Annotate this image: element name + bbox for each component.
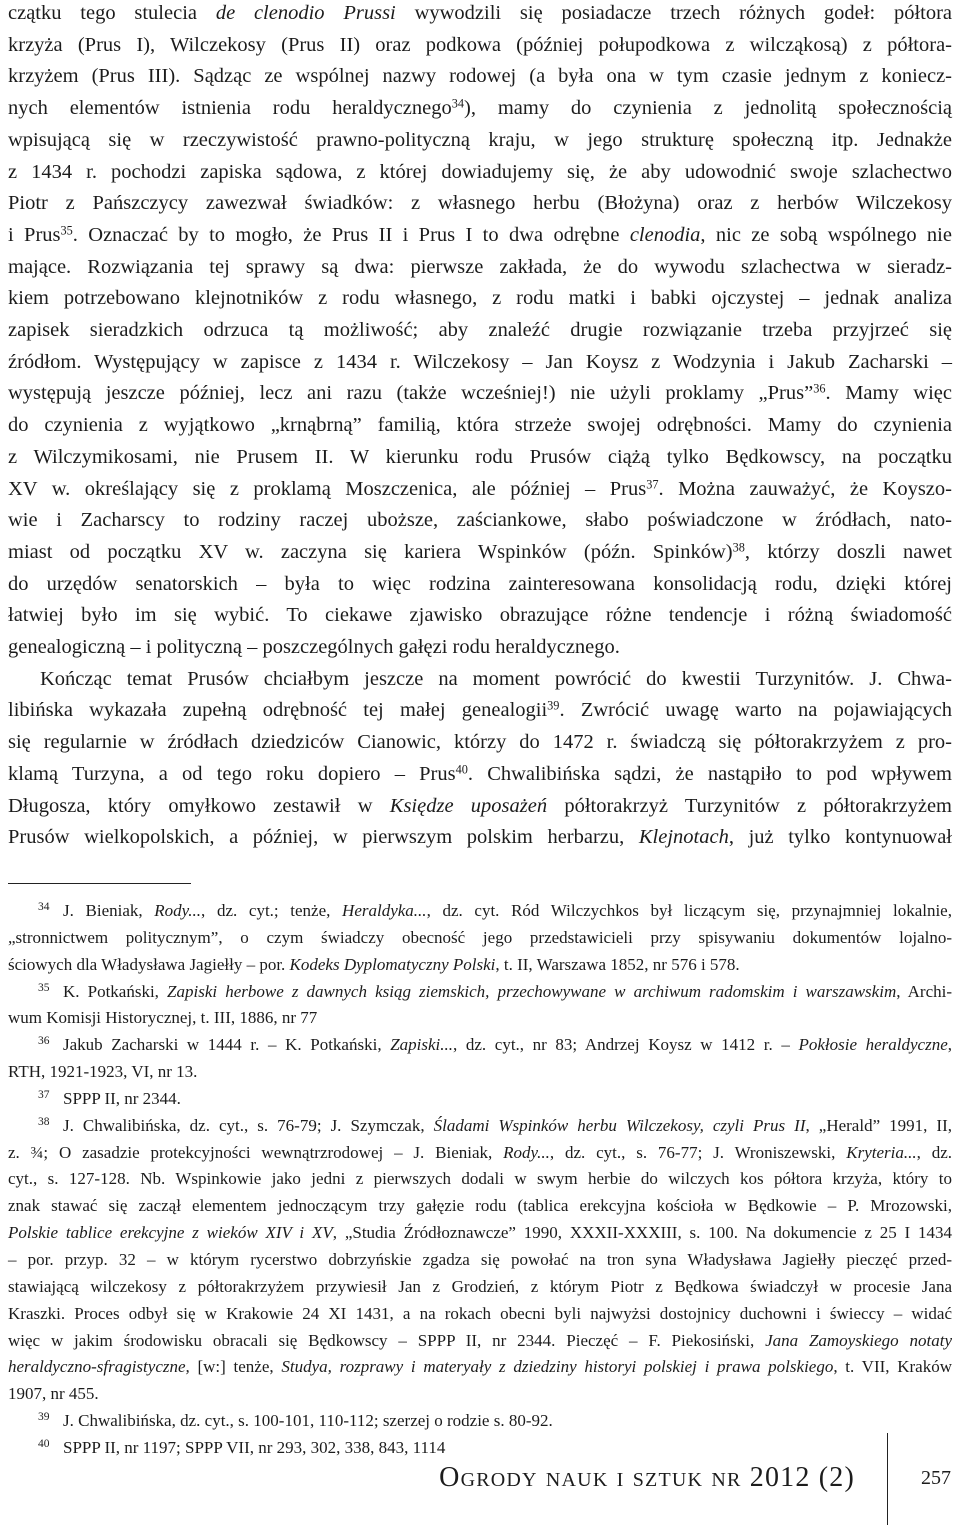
text-run: J. Chwalibińska, dz. cyt., s. 76-79; J. Szymczak, bbox=[63, 1115, 434, 1135]
text-run: libińska wykazała zupełną odrębność tej małej genealogii bbox=[8, 699, 548, 722]
footnote-number: 40 bbox=[38, 1437, 50, 1450]
text-run: półtorakrzyż Turzynitów z półtorakrzyżem bbox=[547, 794, 952, 817]
italic-text: Rody... bbox=[503, 1142, 550, 1162]
text-run: – por. przyp. 32 – w którym rycerstwo dobrzyńskie zgadza się powołać na tron syna Władysława Jagiełły pieczęć przed- bbox=[8, 1249, 952, 1269]
text-line bbox=[8, 1328, 952, 1355]
text-line bbox=[8, 632, 952, 664]
text-line bbox=[8, 822, 952, 854]
text-run: [w:] tenże, bbox=[189, 1357, 282, 1377]
text-run: . Chwalibińska sądzi, że nastąpiło to pod wpływem bbox=[467, 762, 952, 785]
text-run: zapisek sieradzkich odrzuca tą możliwość; aby znaleźć drugie rozwiązanie trzeba przyjrzeć się bbox=[8, 319, 952, 342]
footnote-number: 36 bbox=[38, 1035, 50, 1048]
italic-text: Jana Zamoyskiego notaty bbox=[765, 1330, 953, 1350]
text-line bbox=[8, 569, 952, 601]
text-line bbox=[8, 1032, 952, 1059]
text-run: , dz. cyt.; tenże, bbox=[201, 901, 343, 920]
text-line bbox=[8, 378, 952, 410]
text-run: . Zwrócić uwagę warto na pojawiających bbox=[559, 699, 952, 722]
text-run: z. ¾; O zasadzie protekcyjności wewnątrzrodowej – J. Bieniak, bbox=[8, 1142, 504, 1162]
text-line bbox=[8, 125, 952, 157]
italic-text: Polskie tablice erekcyjne z wieków XIV i XV bbox=[8, 1223, 333, 1243]
text-line bbox=[8, 1247, 952, 1274]
footnote-reference: 40 bbox=[455, 762, 468, 777]
text-run: , t. VII, Kraków bbox=[833, 1357, 953, 1377]
text-run: , dz. bbox=[916, 1142, 953, 1162]
footnote bbox=[8, 1086, 952, 1113]
text-line bbox=[8, 695, 952, 727]
text-run: genealogiczną – i polityczną – poszczególnych gałęzi rodu heraldycznego. bbox=[8, 636, 620, 659]
text-line bbox=[8, 315, 952, 347]
text-line bbox=[8, 1059, 952, 1086]
text-line bbox=[8, 1301, 952, 1328]
footnotes bbox=[8, 898, 952, 1462]
text-run: J. Chwalibińska, dz. cyt., s. 100-101, 110-112; szerzej o rodzie s. 80-92. bbox=[63, 1411, 553, 1431]
text-run: czątku tego stulecia bbox=[8, 2, 216, 24]
text-run: XV w. określający się z proklamą Moszczenica, ale później – Prus bbox=[8, 477, 647, 500]
footnote bbox=[8, 1032, 952, 1086]
text-line bbox=[8, 898, 952, 925]
italic-text: Pokłosie heraldyczne bbox=[798, 1035, 948, 1055]
footnote-reference: 34 bbox=[451, 96, 465, 111]
text-line bbox=[8, 1113, 952, 1140]
italic-text: clenodia bbox=[629, 223, 701, 246]
text-line bbox=[8, 1435, 952, 1462]
text-line bbox=[8, 474, 952, 506]
footnote-separator bbox=[8, 883, 191, 884]
text-run: , bbox=[947, 1035, 952, 1055]
text-run: występują jeszcze później, lecz ani razu (także wcześniej!) nie użyli proklamy „Prus” bbox=[8, 382, 814, 405]
text-line bbox=[8, 505, 952, 537]
text-run: i Prus bbox=[8, 223, 61, 246]
text-run: , już tylko kontynuował bbox=[728, 826, 952, 849]
footer-divider bbox=[887, 1433, 888, 1525]
italic-text: Śladami Wspinków herbu Wilczekosy, czyli Prus II bbox=[433, 1115, 806, 1135]
italic-text: Księdze uposażeń bbox=[389, 794, 548, 817]
text-run: . Mamy więc bbox=[825, 382, 952, 405]
text-line bbox=[8, 220, 952, 252]
text-run: RTH, 1921-1923, VI, nr 13. bbox=[8, 1062, 198, 1082]
italic-text: Rody... bbox=[154, 901, 202, 920]
text-line bbox=[8, 30, 952, 62]
footnote-reference: 39 bbox=[547, 698, 560, 713]
footnote bbox=[8, 1113, 952, 1408]
text-run: Jakub Zacharski w 1444 r. – K. Potkański, bbox=[63, 1035, 391, 1055]
footnote-number: 35 bbox=[38, 981, 50, 994]
italic-text: Heraldyka... bbox=[342, 901, 427, 920]
italic-text: Studya, rozprawy i materyały z dziedziny historyi polskiej i prawa polskiego bbox=[281, 1357, 834, 1377]
text-run: ), mamy do czynienia z jednolitą społecznością bbox=[464, 97, 953, 120]
italic-text: Zapiski herbowe z dawnych ksiąg ziemskich, przechowywane w archiwum radomskim i warszawskim bbox=[167, 981, 897, 1001]
text-run: cyt., s. 127-128. Nb. Wspinkowie jako jedni z pierwszych dodali w swym herbie do wilczych kos półtora krzyża, który to bbox=[8, 1169, 952, 1189]
text-run: , dz. cyt., nr 83; Andrzej Koysz w 1412 r. – bbox=[453, 1035, 799, 1055]
text-run: łatwiej było im się wybić. To ciekawe zjawisko obrazujące różne tendencje i różną świadomość bbox=[8, 604, 952, 627]
italic-text: de clenodio Prussi bbox=[215, 2, 396, 24]
text-line bbox=[8, 157, 952, 189]
text-run: wie i Zacharscy to rodziny raczej uboższe, zaściankowe, słabo poświadczone w źródłach, nato- bbox=[8, 509, 952, 532]
text-run: źródłom. Występujący w zapisce z 1434 r. Wilczekosy – Jan Koysz z Wodzynia i Jakub Zacharski – bbox=[8, 350, 952, 373]
text-run: więc w jakim środowisku obracali się Będkowscy – SPPP II, nr 2344. Pieczęć – F. Piekosiński, bbox=[8, 1330, 766, 1350]
text-run: do czynienia z wyjątkowo „krnąbrną” familią, która strzeże swojej odrębności. Mamy do czynienia bbox=[8, 414, 952, 437]
text-line bbox=[8, 252, 952, 284]
text-run: Długosza, który omyłkowo zestawił w bbox=[8, 794, 390, 817]
text-line bbox=[8, 1408, 952, 1435]
text-run: , którzy doszli nawet bbox=[744, 540, 953, 563]
text-run: wywodzili się posiadacze trzech różnych godeł: półtora bbox=[395, 2, 953, 24]
text-run: znak stawać się zaczął elementem jednoczącym trzy gałęzie rodu (tablica erekcyjna kościoła w Będkowie – P. Mrozowski, bbox=[8, 1196, 952, 1216]
footnote-number: 37 bbox=[38, 1088, 50, 1101]
text-line bbox=[8, 283, 952, 315]
footnote-number: 39 bbox=[38, 1411, 50, 1424]
text-line bbox=[8, 61, 952, 93]
italic-text: Zapiski... bbox=[390, 1035, 453, 1055]
footnote-reference: 37 bbox=[646, 476, 659, 491]
text-line bbox=[8, 1220, 952, 1247]
text-run: , t. II, Warszawa 1852, nr 576 i 578. bbox=[495, 954, 740, 974]
text-run: krzyża (Prus I), Wilczekosy (Prus II) oraz podkowa (później połupodkowa z wilcząkosą) z półtora- bbox=[8, 33, 952, 56]
text-run: „stronnictwem politycznym”, o czym świadczy obecność jego przedstawicieli przy spisywaniu dokumentów lojalno- bbox=[8, 927, 952, 947]
text-run: kiem potrzebowano klejnotników z rodu własnego, z rodu matki i babki ojczystej – jednak analiza bbox=[8, 287, 952, 310]
footnote bbox=[8, 898, 952, 979]
text-run: , „Herald” 1991, II, bbox=[805, 1115, 952, 1135]
text-run: Prusów wielkopolskich, a później, w pierwszym polskim herbarzu, bbox=[8, 826, 639, 849]
text-run: , nic ze sobą wspólnego nie bbox=[700, 223, 952, 246]
text-line bbox=[8, 93, 952, 125]
text-line bbox=[8, 347, 952, 379]
text-run: Piotr z Pańszczycy zawezwał świadków: z własnego herbu (Błożyna) oraz z herbów Wilczekosy bbox=[8, 192, 952, 215]
text-line bbox=[8, 0, 952, 30]
text-line bbox=[8, 442, 952, 474]
text-run: 1907, nr 455. bbox=[8, 1384, 99, 1404]
text-run: wpisującą się w rzeczywistość prawno-polityczną kraju, w jego strukturę społeczną itp. Jednakże bbox=[8, 128, 952, 151]
footnote-reference: 36 bbox=[813, 381, 826, 396]
text-run: stawiającą wilczekosy z półtorakrzyżem przywiesił Jan z Grodzień, z którym Piotr z Będkowa świadczył w procesie Jana bbox=[8, 1276, 952, 1296]
text-run: K. Potkański, bbox=[63, 981, 168, 1001]
text-run: mające. Rozwiązania tej sprawy są dwa: pierwsze zakłada, że do wywodu szlachectwa w sieradz- bbox=[8, 255, 952, 278]
footnote-number: 34 bbox=[38, 901, 50, 913]
text-line bbox=[8, 1086, 952, 1113]
text-line bbox=[8, 537, 952, 569]
footnote-reference: 38 bbox=[732, 540, 745, 555]
text-run: miast od początku XV w. zaczyna się kariera Wspinków (późn. Spinków) bbox=[8, 540, 733, 563]
text-line bbox=[8, 979, 952, 1006]
text-line bbox=[8, 1381, 952, 1408]
text-run: J. Bieniak, bbox=[63, 901, 155, 920]
text-line bbox=[8, 410, 952, 442]
page-number: 257 bbox=[921, 1467, 951, 1489]
text-line bbox=[8, 1005, 952, 1032]
text-run: , dz. cyt., s. 76-77; J. Wroniszewski, bbox=[549, 1142, 847, 1162]
text-run: , „Studia Źródłoznawcze” 1990, XXXII-XXXIII, s. 100. Na dokumencie z 25 I 1434 bbox=[332, 1223, 953, 1243]
text-line bbox=[8, 759, 952, 791]
footnote bbox=[8, 1408, 952, 1435]
text-run: , dz. cyt. Ród Wilczychkos był liczącym się, przynajmniej lokalnie, bbox=[426, 901, 952, 920]
footnote bbox=[8, 979, 952, 1033]
footnote-number: 38 bbox=[38, 1115, 50, 1128]
text-run: Kraszki. Proces odbył się w Krakowie 24 XI 1431, a na rokach obecni byli najwyżsi dostojnicy duchowni i świeccy – widać bbox=[8, 1303, 952, 1323]
text-run: do urzędów senatorskich – była to więc rodzina zainteresowana konsolidacją rodu, dzięki której bbox=[8, 572, 952, 595]
text-line bbox=[8, 188, 952, 220]
text-run: wum Komisji Historycznej, t. III, 1886, nr 77 bbox=[8, 1008, 318, 1028]
text-run: SPPP II, nr 2344. bbox=[63, 1088, 181, 1108]
paragraph bbox=[8, 0, 952, 664]
italic-text: heraldyczno-sfragistyczne, bbox=[8, 1357, 190, 1377]
text-run: z 1434 r. pochodzi zapiska sądowa, z której dowiadujemy się, że aby udowodnić swoje szlachectwo bbox=[8, 160, 952, 183]
text-line bbox=[8, 1140, 952, 1167]
text-run: klamą Turzyna, a od tego roku dopiero – Prus bbox=[8, 762, 456, 785]
italic-text: Kryteria... bbox=[846, 1142, 917, 1162]
text-run: , Archi- bbox=[896, 981, 952, 1001]
text-line bbox=[8, 664, 952, 696]
text-run: SPPP II, nr 1197; SPPP VII, nr 293, 302, 338, 843, 1114 bbox=[63, 1437, 446, 1457]
text-line bbox=[8, 925, 952, 952]
text-line bbox=[8, 1166, 952, 1193]
footnote-reference: 35 bbox=[60, 223, 73, 238]
footnote bbox=[8, 1435, 952, 1462]
text-run: się regularnie w źródłach dziedziców Cianowic, którzy do 1472 r. świadczą się półtorakrzyżem z pro- bbox=[8, 731, 952, 754]
italic-text: Klejnotach bbox=[638, 826, 729, 849]
text-run: nych elementów istnienia rodu heraldycznego bbox=[8, 97, 452, 120]
text-line bbox=[8, 1193, 952, 1220]
text-line bbox=[8, 1274, 952, 1301]
text-line bbox=[8, 1354, 952, 1381]
main-text bbox=[8, 0, 952, 854]
text-line bbox=[8, 791, 952, 823]
text-line bbox=[8, 727, 952, 759]
text-run: . Oznaczać by to mogło, że Prus II i Prus I to dwa odrębne bbox=[72, 223, 630, 246]
paragraph bbox=[8, 664, 952, 854]
text-run: krzyżem (Prus III). Sądząc ze wspólnej nazwy rodowej (a była ona w tym czasie jednym z koniecz- bbox=[8, 65, 952, 88]
text-run: z Wilczymikosami, nie Prusem II. W kierunku rodu Prusów ciążą tylko Będkowscy, na początku bbox=[8, 445, 952, 468]
text-run: Kończąc temat Prusów chciałbym jeszcze na moment powrócić do kwestii Turzynitów. J. Chwa- bbox=[40, 667, 952, 690]
text-line bbox=[8, 952, 952, 979]
text-run: . Można zauważyć, że Koyszo- bbox=[658, 477, 952, 500]
text-line bbox=[8, 600, 952, 632]
journal-title: Ogrody nauk i sztuk nr 2012 (2) bbox=[439, 1462, 855, 1493]
italic-text: Kodeks Dyplomatyczny Polski bbox=[289, 954, 496, 974]
text-run: ściowych dla Władysława Jagiełły – por. bbox=[8, 954, 290, 974]
